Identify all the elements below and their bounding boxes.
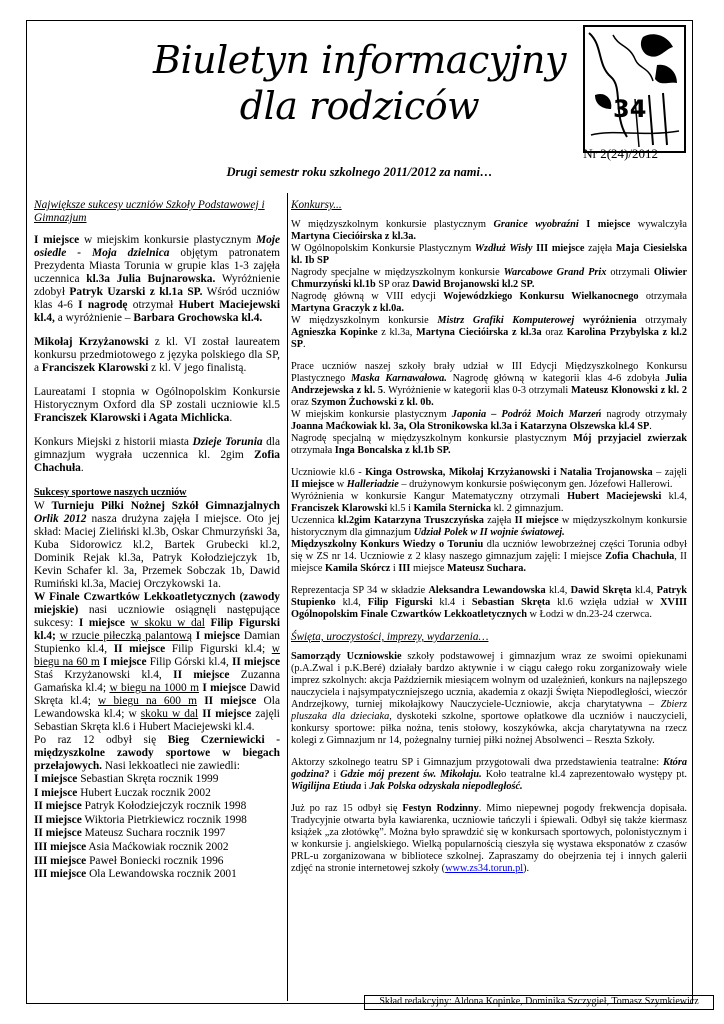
- left-column: [34, 199, 280, 882]
- paragraph-tresci: Prace uczniów naszej szkoły brały udział w III Edycji Międzyszkolnego Konkursu Plastycznego Maska Karnawałowa. Nagrodę główną w kategorii klas 4-6 zdobyła Julia Andrzejewska z kl. 5. Wyróżnienie w kategorii klas 0-3 otrzymali Mateusz Kłonowski z kl. 2 oraz Szymon Żuchowski z kl. 0b. W miejskim konkursie plastycznym Japonia – Podróż Moich Marzeń nagrody otrzymały Joanna Maćkowiak kl. 3a, Ola Stronikowska kl.3a i Katarzyna Olszewska kl.4 SP. Nagrodę specjalną w międzyszkolnym konkursie plastycznym Mój przyjaciel zwierzak otrzymała Inga Boncalska z kl.1b SP.: [291, 361, 688, 456]
- list-item: II miejsce Mateusz Suchara rocznik 1997: [34, 827, 226, 840]
- list-item: III miejsce Asia Maćkowiak rocznik 2002: [34, 840, 229, 853]
- paragraph-xviii-final: Reprezentacja SP 34 w składzie Aleksandra Lewandowska kl.4, Dawid Skręta kl.4, Patryk Stupienko kl.4, Filip Figurski kl.4 i Sebastian Skręta kl.6 wzięła udział w XVIII Ogólnopolskim Finale Czwartków Lekkoatletycznych w Łodzi w dn.23-24 czerwca.: [291, 585, 687, 620]
- school-logo: [583, 25, 686, 153]
- list-item: II miejsce Wiktoria Pietrkiewicz rocznik 1998: [34, 813, 247, 826]
- sport-heading: Sukcesy sportowe naszych uczniów: [34, 487, 187, 498]
- list-item: I miejsce Sebastian Skręta rocznik 1999: [34, 773, 219, 785]
- paragraph-plastyczny: I miejsce w miejskim konkursie plastycznym Moje osiedle - Moja dzielnica objętym patronatem Prezydenta Miasta Torunia w grupie klas 1-3 zajęła uczennica kl.3a Julia Bujnarowska. Wyróżnienie zdobył Patryk Uzarski z kl.1a SP. Wśród uczniów klas 4-6 I nagrodę otrzymał Hubert Maciejewski kl.4, a wyróżnienie – Barbara Grochowska kl.4.: [34, 234, 281, 324]
- title-line-1: Biuletyn informacyjny: [153, 38, 566, 82]
- left-heading: Największe sukcesy uczniów Szkoły Podstawowej i Gimnazjum: [34, 199, 265, 224]
- paragraph-oxford: Laureatami I stopnia w Ogólnopolskim Konkursie Historycznym Oxford dla SP zostali uczniowie kl.5 Franciszek Klarowski i Agata Michlicka.: [34, 386, 280, 424]
- paragraph-dzieje-torunia: Konkurs Miejski z historii miasta Dzieje Torunia dla gimnazjum wygrała uczennica kl. 2gim Zofia Chachuła.: [34, 436, 280, 474]
- paragraph-halleriadzie: Uczniowie kl.6 - Kinga Ostrowska, Mikołaj Krzyżanowski i Natalia Trojanowska – zajęli II miejsce w Halleriadzie – drużynowym konkursie poświęconym gen. Józefowi Hallerowi. Wyróżnienia w konkursie Kangur Matematyczny otrzymali Hubert Maciejewski kl.4, Franciszek Klarowski kl.5 i Kamila Sternicka kl. 2 gimnazjum. Uczennica kl.2gim Katarzyna Truszczyńska zajęła II miejsce w międzyszkolnym konkursie historycznym dla gimnazjum Udział Polek w II wojnie światowej. Międzyszkolny Konkurs Wiedzy o Toruniu dla uczniów lewobrzeżnej części Torunia odbył się w ZS nr 14. Uczniowie z 2 klasy naszego gimnazjum zajęli: I miejsce Zofia Chachuła, II miejsce Kamila Skórcz i III miejsce Mateusz Suchara.: [291, 467, 687, 574]
- list-item: III miejsce Ola Lewandowska rocznik 2001: [34, 868, 237, 881]
- swieta-heading: Święta, uroczystości, imprezy, wydarzenia…: [291, 631, 489, 643]
- paragraph-samorzady: Samorządy Uczniowskie szkoły podstawowej i gimnazjum wraz ze swoimi opiekunami (p.A.Zwal i p.K.Beré) działały bardzo aktywnie i w ciągu całego roku zorganizowały wiele imprez szkolnych: akcja Październik miesiącem wolnym od uzależnień, konkurs na najlepszego nauczyciela i najsympatyczniejszego ucznia, akademia z okazji Święta Niepodległości, wieczór Andrzejkowy, turniej mikołajkowy Nauczyciele-Uczniowie, akcja charytatywna – Zbierz pluszaka dla dzieciaka, dyskoteki szkolne, sportowe opłatkowe dla uczniów i nauczycieli, konkursy sportowe: piłka nożna, tenis stołowy, koszykówka, akcja charytatywna na rzecz kolegi z Gimnazjum nr 14, pożegnalny turniej piłki nożnej Absolwenci – Reszta Szkoły.: [291, 651, 688, 746]
- column-divider: [287, 193, 288, 1001]
- right-column: [291, 199, 687, 885]
- list-item: I miejsce Hubert Łuczak rocznik 2002: [34, 786, 211, 799]
- konkursy-heading: Konkursy...: [291, 199, 342, 211]
- paragraph-jezyk-polski: Mikołaj Krzyżanowski z kl. VI został laureatem konkursu przedmiotowego z języka polskiego dla SP, a Franciszek Klarowski z kl. V jego finalistą.: [34, 336, 280, 374]
- newsletter-frame: [26, 20, 699, 1007]
- bieg-results-list: [34, 773, 280, 882]
- subtitle: Drugi semestr roku szkolnego 2011/2012 za nami…: [226, 165, 493, 179]
- paragraph-teatr: Aktorzy szkolnego teatru SP i Gimnazjum przygotowali dwa przedstawienia teatralne: Która godzina? i Gdzie mój prezent św. Mikołaju. Koło teatralne kl.4 zaprezentowało występy pt. Wigilijna Etiuda i Jak Polska odzyskała niepodległość.: [291, 757, 688, 792]
- paragraph-festyn: Już po raz 15 odbył się Festyn Rodzinny. Mimo niepewnej pogody frekwencja dopisała. Tradycyjnie otwarta była kawiarenka, uczniowie tańczyli i śpiewali. Odbył się także kiermasz książek „za złotówkę”. Można było sprawdzić się w konkursach sportowych, polonistycznym i w konkursie j. angielskiego. Wielką popularnością cieszyła się wystawa eksponatów z czasów PRL-u zorganizowana w bibliotece szkolnej. Zapraszamy do obejrzenia tej i innych galerii zdjęć na stronie internetowej szkoły (www.zs34.torun.pl).: [291, 803, 687, 874]
- list-item: III miejsce Paweł Boniecki rocznik 1996: [34, 854, 224, 867]
- logo-number: 34: [613, 95, 647, 123]
- issue-number: Nr 2(24)/2012: [583, 146, 658, 161]
- paragraph-sport: Sukcesy sportowe naszych uczniów W Turnieju Piłki Nożnej Szkół Gimnazjalnych Orlik 2012 nasza drużyna zajęła I miejsce. Oto jej skład: Maciej Zieliński kl.3b, Oskar Chmurzyński 3a, Kuba Sidorowicz kl.2, Bartek Grubecki kl.2, Dominik Rejak kl.3a, Patryk Kołodziejczyk 1b, Kevin Schafer kl. 3a, Przemek Sobczak 1b, Dawid Rumiński kl.3a, Maciej Orczykowski 1a. W Finale Czwartków Lekkoatletycznych (zawody miejskie) nasi uczniowie osiągnęli następujące sukcesy: I miejsce w skoku w dal Filip Figurski kl.4; w rzucie piłeczką palantową I miejsce Damian Stupienko kl.4, II miejsce Filip Figurski kl.4; w biegu na 60 m I miejsce Filip Górski kl.4, II miejsce Staś Krzyżanowski kl.4, II miejsce Zuzanna Gamańska kl.4; w biegu na 1000 m I miejsce Dawid Skręta kl.4; w biegu na 600 m II miejsce Ola Lewandowska kl.4; w skoku w dal II miejsce zajęli Sebastian Skręta kl.6 i Hubert Maciejewski kl.4. Po raz 12 odbył się Bieg Czerniewicki - międzyszkolne zawody sportowe w biegach przełajowych. Nasi lekkoatleci nie zawiedli:: [34, 487, 281, 772]
- list-item: II miejsce Patryk Kołodziejczyk rocznik 1998: [34, 800, 247, 813]
- paragraph-konkursy-plastyczne: W międzyszkolnym konkursie plastycznym Granice wyobraźni I miejsce wywalczyła Martyna Ciecióirska z kl.3a. W Ogólnopolskim Konkursie Plastycznym Wzdłuż Wisły III miejsce zajęła Maja Ciesielska kl. Ib SP Nagrody specjalne w międzyszkolnym konkursie Warcabowe Grand Prix otrzymali Oliwier Chmurzyński kl.1b SP oraz Dawid Brojanowski kl.2 SP. Nagrodę główną w VIII edycji Wojewódzkiego Konkursu Wielkanocnego otrzymała Martyna Graczyk z kl.0a. W międzyszkolnym konkursie Mistrz Grafiki Komputerowej wyróżnienia otrzymały Agnieszka Kopinke z kl.3a, Martyna Ciecióirska z kl.3a oraz Karolina Przybylska z kl.2 SP.: [291, 219, 688, 350]
- editorial-footer: Skład redakcyjny: Aldona Kopinke, Dominika Szczygieł, Tomasz Szymkiewicz: [364, 995, 714, 1010]
- title-line-2: dla rodziców: [239, 84, 480, 128]
- school-website-link[interactable]: www.zs34.torun.pl: [445, 863, 524, 874]
